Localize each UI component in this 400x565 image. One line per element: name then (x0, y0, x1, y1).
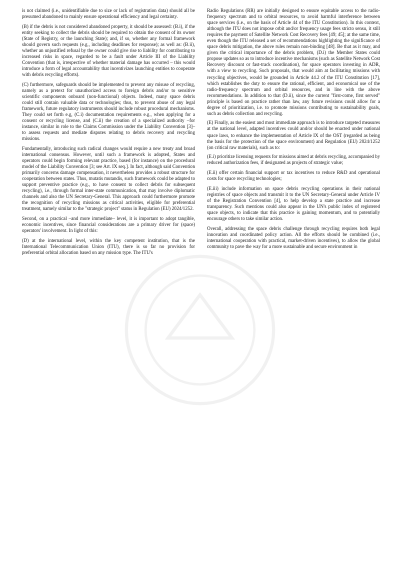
right-paragraph-4: (E.ii) offer certain financial support or tax incentives to reduce R&D and operational costs for space recycling technologies; (207, 170, 380, 182)
left-paragraph-4: Fundamentally, introducing such radical changes would require a new treaty and broad international consensus. However, until such a framework is adopted, States and operators could begin forming relevant practice, based (for instance) on the procedural model of the Liability Convention [3; see Art. IX seq.]. In fact, although said Convention primarily concerns damage compensation, it nevertheless provides a robust structure for cooperation between states. Thus, mutatis mutandis, such framework could be adapted to support preventive practice (e.g., to have consent to collect debris for subsequent recycling), i.e., through formal inter-state communication, that may involve diplomatic channels and also the UN Secretary-General. This approach could furthermore promote the recognition of recycling missions as critical activities, eligible for preferential treatment, namely similar to the "strategic project" status in Regulation (EU) 2024/1252. (22, 146, 195, 213)
left-paragraph-1: is not claimed (i.e., unidentifiable due to size or lack of registration data) should all be presumed abandoned to mainly ensure operational efficiency and legal certainty. (22, 9, 195, 21)
left-paragraph-2: (B) if the debris is not considered abandoned property, it should be assessed: (B.i), if the entity seeking to collect the debris should be required to obtain the consent of its owner (State of Registry, or the launching State); and, if so, whether any formal framework should govern such requests (e.g., including deadlines for response); as well as: (B.ii), whether an unjustified refusal by the owner could give rise to liability for contributing to increased risks in space, regarded to be a fault under Article III of the Liability Convention (that is, irrespective of whether material damage has occurred – this would introduce a form of legal accountability that incentivizes launching entities to cooperate with debris recycling efforts). (22, 24, 195, 79)
right-paragraph-6: Overall, addressing the space debris challenge through recycling requires both legal innovation and coordinated policy action. All the efforts should be combined (i.e., international cooperation with practical, market-driven incentives), to allow the global community to pave the way for a more sustainable and secure environment in (207, 226, 380, 250)
left-paragraph-3: (C) furthermore, safeguards should be implemented to prevent any misuse of recycling, namely as a pretext for unauthorized access to foreign debris and/or to sensitive scientific components onboard (non-functional) objects. Indeed, many space debris could still contain valuable data or technologies; thus, to prevent abuse of any legal framework, future regulatory instruments should include robust procedural mechanisms. They could set forth e.g, (C.i) documentation requirements e.g., when applying for a consent or recycling license, and (C.ii) the creation of a specialized authority –for instance, similar in role to the Claims Commission under the Liability Convention [3]– to assess requests and mediate disputes relating to debris recovery and recycling missions. (22, 82, 195, 143)
left-paragraph-5: Second, on a practical –and more immediate– level, it is important to adopt tangible, economic incentives, since financial considerations are a primary driver for (space) operators' involvement. In light of this: (22, 216, 195, 234)
right-paragraph-5: (E.iii) include information on space debris recycling operations in their national registries of space objects and transmit it to the UN Secretary-General under Article IV of the Registration Convention [4], to help develop a state practice and increase transparency. Such mentions could also appear in the UN's public index of registered space objects, to indicate that this practice is gaining momentum, and to potentially encourage others to take similar action. (207, 186, 380, 222)
right-paragraph-2: (E) Finally, as the easiest and most immediate approach is to introduce targeted measures at the national level, adapted incentives could and/or should be enacted under national space laws, to enhance the implementation of Article IX of the OST (regarded as being the basis for the protection of the space environment) and Regulation (EU) 2024/1252 (on critical raw materials), such as to: (207, 121, 380, 151)
right-column (207, 9, 380, 557)
right-paragraph-1: Radio Regulations (RR) are initially designed to ensure equitable access to the radio-frequency spectrum and to orbital resources, to avoid harmful interference between space services (i.e., on the basis of Article 44 of the ITU Constitution). In this context, although the ITU does not impose orbit and/or frequency usage fees stricto sensu, it still requires the payment of Satellite Network Cost Recovery fees [49; 45]; at the same time, even though the ITU released a set of recommendations highlighting the significance of space debris mitigation, the above rules remain non-binding [48]. Be that as it may, and given the critical importance of the debris problem, (D.i) the Member States could propose updates so as to introduce incentive mechanisms (such as Satellite Network Cost Recovery discount or fast-track coordination), for space operators investing in ADR, with a view to recycling. Such proposals, that would aim at facilitating missions with recycling objectives, would be grounded in Article 44.2 of the ITU Constitution [17], which establishes the duty to ensure the rational, efficient, and economical use of the radio-frequency spectrum and orbital resources, and in line with the above recommendations. In addition to that (D.ii), since the current "first-come, first served" principle is based on practice rather than law, any future revisions could allow for a degree of prioritization, i.e. to promote missions contributing to sustainability goals, such as debris collection and recycling. (207, 9, 380, 117)
right-paragraph-3: (E.i) prioritize licensing requests for missions aimed at debris recycling, accompanied by reduced authorization fees, if designated as projects of strategic value; (207, 155, 380, 167)
left-paragraph-6: (D) at the international level, within the key competent institution, that is the International Telecommunication Union (ITU), there is so far no provision for preferential orbital allocation based on any mission type. The ITU's (22, 238, 195, 256)
left-column (22, 9, 195, 557)
